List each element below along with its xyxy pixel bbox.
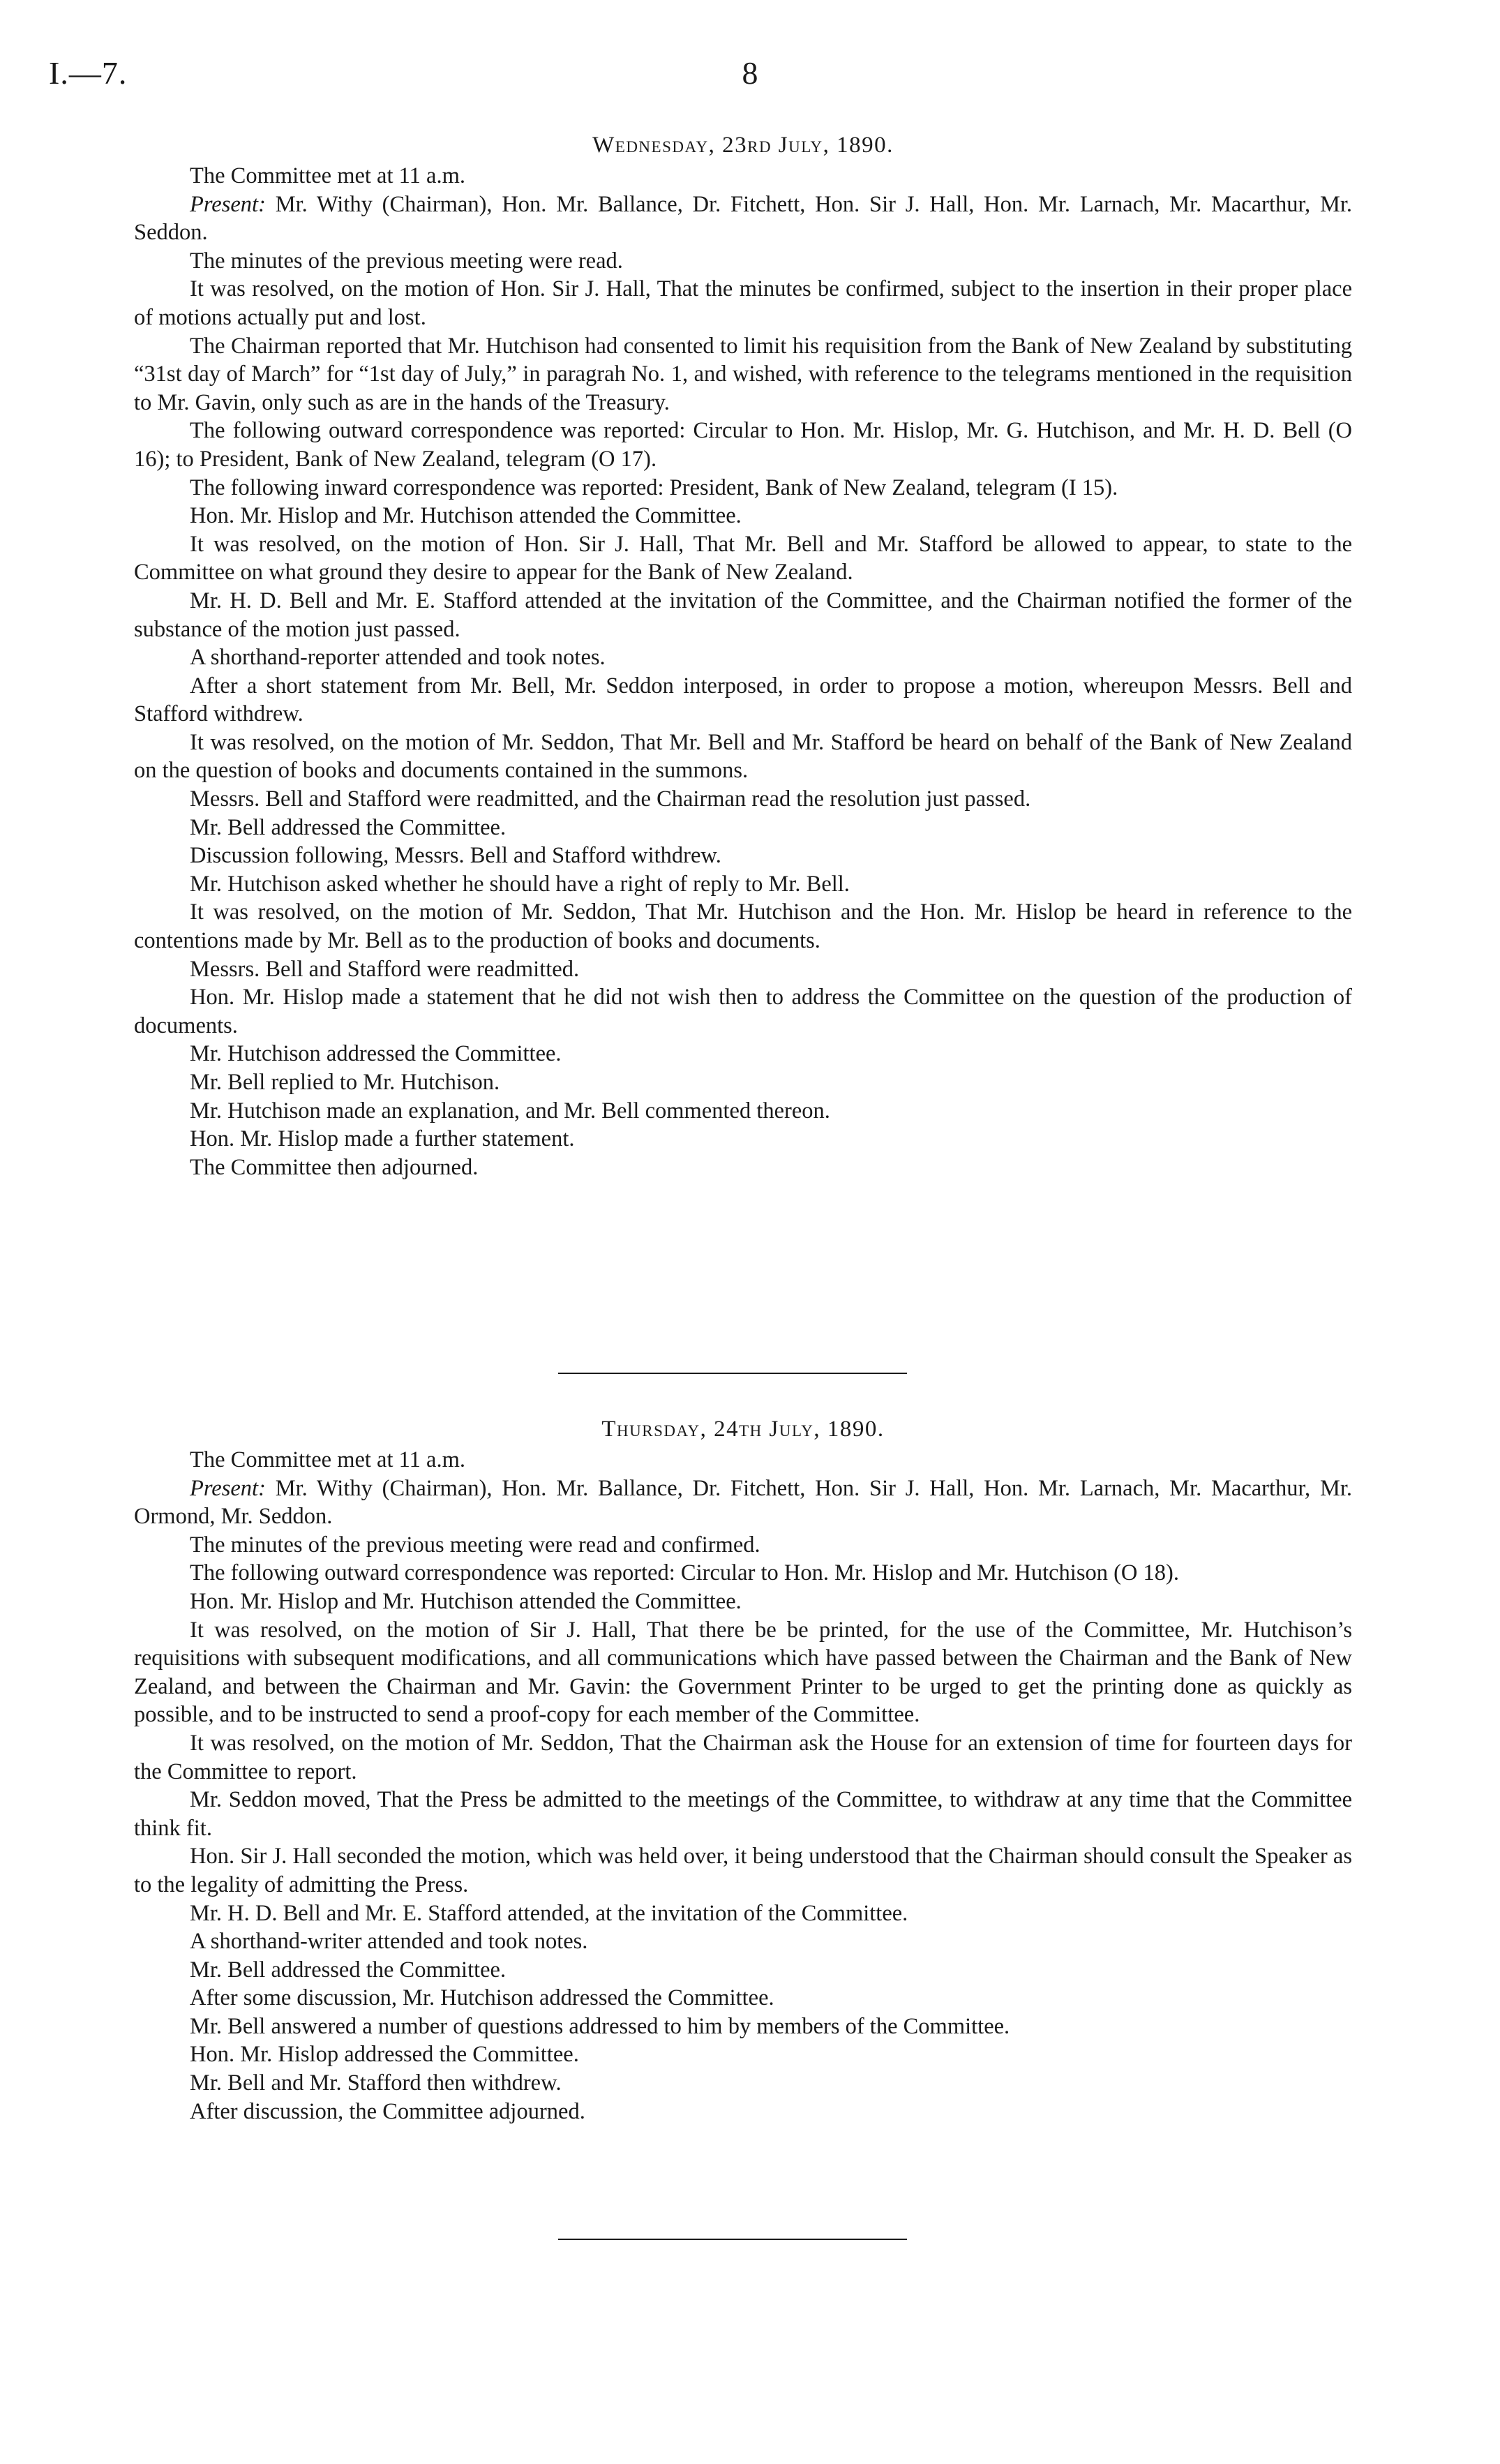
- paragraph: Mr. Hutchison made an explanation, and Mr. Bell commented thereon.: [190, 1098, 830, 1123]
- paragraph: Mr. Seddon moved, That the Press be admitted to the meetings of the Committee, to withdraw at any time that the Committee think fit.: [134, 1787, 1352, 1841]
- paragraph: It was resolved, on the motion of Sir J. Hall, That there be be printed, for the use of the Committee, Mr. Hutchison’s requisitions with subsequent modifications, and all communications which have passed between the Chairman and the Bank of New Zealand, and between the Chairman and Mr. Gavin: the Government Printer to be urged to get the printing done as quickly as possible, and to be instructed to send a proof-copy for each member of the Committee.: [134, 1617, 1352, 1728]
- paragraph: Hon. Mr. Hislop addressed the Committee.: [190, 2042, 579, 2068]
- paragraph: Messrs. Bell and Stafford were readmitted, and the Chairman read the resolution just passed.: [190, 786, 1031, 812]
- paragraph: Messrs. Bell and Stafford were readmitted.: [190, 956, 580, 982]
- paragraph: It was resolved, on the motion of Hon. Sir J. Hall, That the minutes be confirmed, subject to the insertion in their proper place of motions actually put and lost.: [134, 276, 1352, 330]
- paragraph: The Committee met at 11 a.m.: [190, 1447, 466, 1472]
- paragraph: A shorthand-reporter attended and took notes.: [190, 645, 606, 671]
- paragraph: After discussion, the Committee adjourned.: [190, 2098, 585, 2124]
- document-reference: I.—7.: [49, 55, 128, 91]
- paragraph: It was resolved, on the motion of Mr. Seddon, That the Chairman ask the House for an extension of time for fourteen days for the Committee to report.: [134, 1730, 1352, 1784]
- paragraph: Hon. Mr. Hislop made a further statement.: [190, 1126, 575, 1152]
- paragraph: It was resolved, on the motion of Mr. Seddon, That Mr. Hutchison and the Hon. Mr. Hislop be heard in reference to the contentions made by Mr. Bell as to the production of books and documents.: [134, 899, 1352, 954]
- paragraph: Hon. Mr. Hislop and Mr. Hutchison attended the Committee.: [190, 503, 742, 529]
- paragraph: The minutes of the previous meeting were read.: [190, 248, 623, 274]
- paragraph: Hon. Sir J. Hall seconded the motion, which was held over, it being understood that the Chairman should consult the Speaker as to the legality of admitting the Press.: [134, 1844, 1352, 1897]
- paragraph: Hon. Mr. Hislop and Mr. Hutchison attended the Committee.: [190, 1588, 742, 1614]
- section-divider: [558, 2239, 907, 2240]
- paragraph: Mr. Bell addressed the Committee.: [190, 814, 507, 840]
- paragraph: The following inward correspondence was reported: President, Bank of New Zealand, telegram (I 15).: [190, 475, 1118, 500]
- paragraph: Mr. Bell and Mr. Stafford then withdrew.: [190, 2070, 562, 2096]
- paragraph: Mr. Bell replied to Mr. Hutchison.: [190, 1070, 500, 1095]
- paragraph: Mr. Hutchison asked whether he should have a right of reply to Mr. Bell.: [190, 871, 850, 897]
- paragraph: Mr. Bell addressed the Committee.: [190, 1957, 507, 1983]
- present-label: Present:: [190, 1475, 266, 1501]
- paragraph: A shorthand-writer attended and took notes.: [190, 1929, 588, 1955]
- section-divider: [558, 1373, 907, 1374]
- paragraph: The Chairman reported that Mr. Hutchison had consented to limit his requisition from the Bank of New Zealand by substituting “31st day of March” for “1st day of July,” in paragrah No. 1, and wished, with reference to the telegrams mentioned in the requisition to Mr. Gavin, only such as are in the hands of the Treasury.: [134, 333, 1352, 415]
- paragraph: It was resolved, on the motion of Mr. Seddon, That Mr. Bell and Mr. Stafford be heard on behalf of the Bank of New Zealand on the question of books and documents contained in the summons.: [134, 729, 1352, 784]
- meeting-date: Thursday, 24th July, 1890.: [601, 1417, 885, 1442]
- paragraph: Hon. Mr. Hislop made a statement that he did not wish then to address the Committee on the question of the production of documents.: [134, 985, 1352, 1038]
- meeting-minutes-wednesday: [134, 131, 1352, 1181]
- paragraph: Mr. H. D. Bell and Mr. E. Stafford attended, at the invitation of the Committee.: [190, 1900, 908, 1926]
- attendance-list: Mr. Withy (Chairman), Hon. Mr. Ballance, Dr. Fitchett, Hon. Sir J. Hall, Hon. Mr. Larnach, Mr. Macarthur, Mr. Seddon.: [134, 191, 1352, 246]
- meeting-minutes-thursday: [134, 1415, 1352, 2126]
- attendance-paragraph: [134, 1474, 1352, 1531]
- attendance-paragraph: [134, 191, 1352, 247]
- paragraph: The Committee then adjourned.: [190, 1154, 479, 1180]
- paragraph: The following outward correspondence was reported: Circular to Hon. Mr. Hislop and Mr. Hutchison (O 18).: [190, 1560, 1179, 1586]
- attendance-list: Mr. Withy (Chairman), Hon. Mr. Ballance, Dr. Fitchett, Hon. Sir J. Hall, Hon. Mr. Larnach, Mr. Macarthur, Mr. Ormond, Mr. Seddon.: [134, 1475, 1352, 1530]
- paragraph: The following outward correspondence was reported: Circular to Hon. Mr. Hislop, Mr. G. Hutchison, and Mr. H. D. Bell (O 16); to President, Bank of New Zealand, telegram (O 17).: [134, 418, 1352, 472]
- paragraph: Mr. Bell answered a number of questions addressed to him by members of the Committee.: [190, 2013, 1010, 2039]
- present-label: Present:: [190, 191, 266, 217]
- meeting-date: Wednesday, 23rd July, 1890.: [592, 133, 894, 158]
- paragraph: It was resolved, on the motion of Hon. Sir J. Hall, That Mr. Bell and Mr. Stafford be allowed to appear, to state to the Committee on what ground they desire to appear for the Bank of New Zealand.: [134, 531, 1352, 585]
- paragraph: After a short statement from Mr. Bell, Mr. Seddon interposed, in order to propose a motion, whereupon Messrs. Bell and Stafford withdrew.: [134, 673, 1352, 727]
- paragraph: Mr. Hutchison addressed the Committee.: [190, 1041, 562, 1067]
- page-number: 8: [742, 55, 758, 91]
- paragraph: The minutes of the previous meeting were read and confirmed.: [190, 1532, 760, 1558]
- paragraph: After some discussion, Mr. Hutchison addressed the Committee.: [190, 1985, 774, 2011]
- paragraph: Mr. H. D. Bell and Mr. E. Stafford attended at the invitation of the Committee, and the Chairman notified the former of the substance of the motion just passed.: [134, 588, 1352, 642]
- paragraph: The Committee met at 11 a.m.: [190, 163, 466, 188]
- paragraph: Discussion following, Messrs. Bell and Stafford withdrew.: [190, 843, 721, 869]
